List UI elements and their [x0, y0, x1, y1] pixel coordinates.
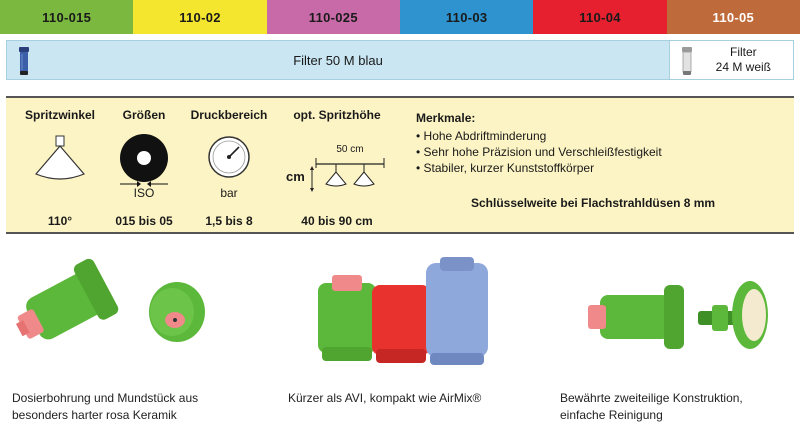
size-cell-110-025	[267, 0, 400, 34]
spec-spray-angle-head: Spritzwinkel	[24, 108, 95, 122]
spray-angle-icon	[30, 134, 90, 194]
nozzle-photo-middle	[318, 255, 498, 370]
spec-pressure-value: 1,5 bis 8	[205, 214, 253, 228]
size-label: 110-02	[179, 9, 221, 25]
size-label: 110-03	[445, 9, 488, 25]
spec-pressure-head: Druckbereich	[190, 108, 268, 122]
size-label: 110-05	[712, 9, 755, 25]
spec-pressure	[184, 108, 274, 228]
spec-sizes	[106, 108, 182, 228]
blue-filter-icon	[17, 47, 31, 75]
filter-white-cell	[670, 40, 794, 80]
wrench-size-note: Schlüsselweite bei Flachstrahldüsen 8 mm	[471, 196, 716, 210]
caption-left	[12, 390, 198, 424]
caption-right-line2: einfache Reinigung	[560, 408, 663, 422]
feature-item: • Hohe Abdriftminderung	[416, 128, 662, 144]
spec-spray-angle-value: 110°	[47, 214, 73, 228]
spec-height	[282, 108, 392, 228]
spec-pressure-unit: bar	[220, 186, 238, 200]
caption-right-line1: Bewährte zweiteilige Konstruktion,	[560, 391, 743, 405]
filter-row	[6, 40, 794, 80]
size-cell-110-04	[533, 0, 666, 34]
spec-height-head: opt. Spritzhöhe	[293, 108, 381, 122]
caption-right	[560, 390, 743, 424]
size-label: 110-015	[42, 9, 92, 25]
size-color-strip	[0, 0, 800, 34]
features-block	[416, 110, 662, 176]
feature-item: • Sehr hohe Präzision und Verschleißfestigkeit	[416, 144, 662, 160]
caption-middle	[288, 390, 481, 407]
filter-white-line1: Filter	[729, 45, 757, 59]
pressure-gauge-icon	[206, 134, 252, 180]
spec-sizes-iso: ISO	[133, 186, 155, 200]
filter-blue-label: Filter 50 M blau	[293, 52, 383, 68]
white-filter-icon	[680, 47, 694, 75]
nozzle-photo-left	[12, 250, 212, 370]
spec-sizes-head: Größen	[122, 108, 166, 122]
features-list	[416, 128, 662, 176]
spec-height-value: 40 bis 90 cm	[301, 214, 373, 228]
caption-middle-line1: Kürzer als AVI, kompakt wie AirMix®	[288, 391, 482, 405]
size-cell-110-015	[0, 0, 133, 34]
size-cell-110-02	[133, 0, 266, 34]
spec-height-spacing: 50 cm	[336, 144, 364, 155]
filter-white-line2: 24 M weiß	[715, 60, 771, 74]
size-cell-110-05	[667, 0, 800, 34]
feature-item: • Stabiler, kurzer Kunststoffkörper	[416, 160, 662, 176]
spray-height-icon	[310, 154, 390, 200]
filter-blue-cell	[6, 40, 670, 80]
spec-height-unit: cm	[286, 169, 305, 184]
spec-sizes-value: 015 bis 05	[115, 214, 173, 228]
size-label: 110-025	[308, 9, 358, 25]
size-cell-110-03	[400, 0, 533, 34]
caption-left-line2: besonders harter rosa Keramik	[12, 408, 177, 422]
spec-spray-angle	[14, 108, 106, 228]
size-label: 110-04	[579, 9, 621, 25]
caption-left-line1: Dosierbohrung und Mundstück aus	[12, 391, 199, 405]
nozzle-photo-right	[580, 255, 790, 370]
features-head: Merkmale:	[416, 111, 476, 125]
spec-panel	[6, 96, 794, 234]
